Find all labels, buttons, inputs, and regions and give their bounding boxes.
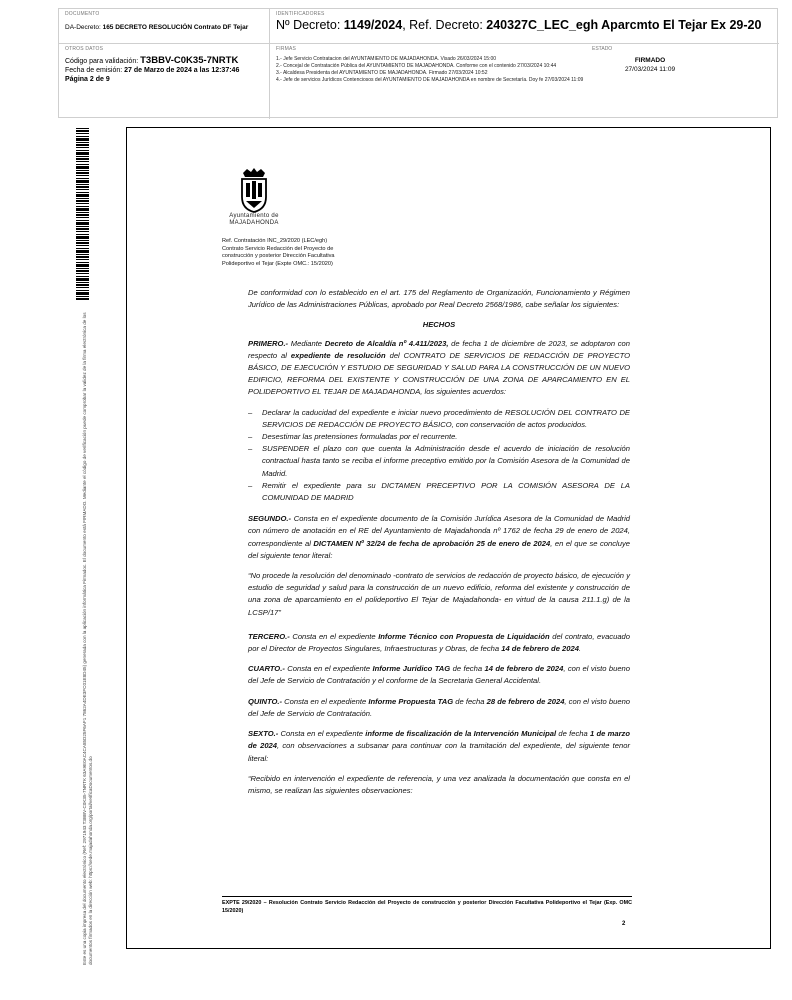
ref-decreto-value: 240327C_LEC_egh Aparcmto El Tejar Ex 29-20 [486,18,762,32]
ref-line: construcción y posterior Dirección Facultativa [222,253,335,260]
text-span: Consta en el expediente [289,631,379,641]
tercero-label: TERCERO.- [248,631,290,641]
identificadores-label: IDENTIFICADORES [276,11,325,17]
estado-value [600,56,700,74]
page-footer: EXPTE 29/2020 – Resolución Contrato Servicio Redacción del Proyecto de construcción y posterior Dirección Facultativa Polideportivo el Tejar (Exp. OMC 15/2020) [222,900,632,914]
coat-of-arms-icon [237,167,271,213]
firmas-label: FIRMAS [276,46,297,52]
estado-date: 27/03/2024 11:09 [624,66,676,73]
fecha-emision: 27 de Marzo de 2024 a las 12:37:46 [124,67,240,74]
text-span: , con observaciones a subsanar para continuar con la tramitación del expediente, del siguiente tenor literal: [248,741,630,763]
bold-span: informe de fiscalización de la Intervención Municipal [365,729,557,739]
page-number: 2 [622,921,626,927]
ref-line: Ref. Contratación INC_29/2020 (LEC/egh) [222,238,328,244]
ref-decreto-label: , Ref. Decreto: [402,18,483,32]
primero-paragraph [248,338,630,399]
primero-label: PRIMERO.- [248,338,289,348]
intervencion-quote: “Recibido en intervención el expediente de referencia, y una vez analizada la documentación que consta en el mismo, se realizan las siguientes observaciones: [248,773,630,795]
text-span: , en el que se concluye del siguiente tenor literal: [248,538,630,560]
documento-value [65,23,248,32]
list-item: – Desestimar las pretensiones formuladas por el recurrente. [248,431,630,443]
bold-span: expediente de resolución [290,350,386,360]
firmas-cell [269,44,779,119]
ref-line: Contrato Servicio Redacción del Proyecto de [222,245,334,252]
hechos-heading: HECHOS [422,320,456,330]
documento-prefix: DA-Decreto: [65,24,101,31]
intro-paragraph: De conformidad con lo establecido en el art. 175 del Reglamento de Organización, Funcionamiento y Régimen Jurídico de las Administraciones Públicas, aprobado por Real Decreto 2568/1986, cabe señalar los siguientes: [248,288,630,310]
sexto-paragraph [248,728,630,765]
text-span: del contrato, evacuado por el Director de Proyectos Singulares, Infraestructuras y Obras, de fecha [248,631,630,654]
bold-span: 14 de febrero de 2024 [484,664,564,674]
text-span: de fecha [450,664,485,674]
quinto-label: QUINTO.- [248,696,283,706]
logo-line2: MAJADAHONDA [229,220,279,226]
bold-span: DICTAMEN Nº 32/24 de fecha de aprobación 25 de enero de 2024 [313,538,551,548]
bold-span: 28 de febrero de 2024 [486,696,565,706]
text-span: Consta en el expediente [284,664,373,674]
documento-label: DOCUMENTO [65,11,100,17]
text-span: . [578,644,582,654]
segundo-label: SEGUNDO.- [248,514,292,524]
page-count: Página 2 de 9 [65,76,110,83]
signature-item: 3.- Alcaldesa Presidenta del AYUNTAMIENTO DE MAJADAHONDA. Firmado 27/03/2024 10:52 [276,70,488,76]
signature-item: 1.- Jefe Servicio Contratacion del AYUNTAMIENTO DE MAJADAHONDA. Visado 26/03/2024 15:00 [276,56,497,62]
fecha-label: Fecha de emisión: [65,67,123,74]
document-body [248,287,630,805]
text-span: de fecha 1 de diciembre de 2023, se adoptaron con respecto al [248,338,630,360]
reference-block [222,238,382,268]
cuarto-label: CUARTO.- [248,664,285,674]
bold-span: Decreto de Alcaldía nº 4.411/2023, [324,338,449,348]
text-span: Consta en el expediente [278,729,366,739]
documento-title: 165 DECRETO RESOLUCIÓN Contrato DF Tejar [102,24,249,31]
list-item: – Declarar la caducidad del expediente e iniciar nuevo procedimiento de RESOLUCIÓN DEL CONTRATO DE SERVICIOS DE REDACCIÓN DE PROYECTO BÁSICO, con conservación de actos producidos. [248,407,630,431]
text-span: del CONTRATO DE SERVICIOS DE REDACCIÓN DE PROYECTO BÁSICO, DE EJECUCIÓN Y ESTUDIO DE SEGURIDAD Y SALUD PARA LA CONSTRUCCIÓN DE UN NUEVO EDIFICIO, REFORMA DEL EXISTENTE Y CONSTRUCCIÓN DE UNA ZONA DE APARCAMIENTO EN EL POLIDEPORTIVO EL TEJAR DE MAJADAHONDA, los siguientes acuerdos: [248,350,630,397]
codigo-label: Código para validación: [65,58,139,65]
text-span: , con el visto bueno del Jefe de Servicio de Contratación y el conforme de la Secretaria General Accidental. [248,664,631,686]
documento-cell [59,9,269,44]
cuarto-paragraph [248,663,630,687]
decreto-label: Nº Decreto: [276,18,341,32]
bold-span: 14 de febrero de 2024 [501,644,579,654]
decree-identifier [276,18,769,32]
signature-item: 2.- Concejal de Contratación Pública del AYUNTAMIENTO DE MAJADAHONDA. Conforme con el contenido 27/03/2024 10:44 [276,63,557,69]
estado-status: FIRMADO [634,57,666,64]
footer-divider [222,896,632,897]
segundo-paragraph [248,513,630,562]
text-span: Mediante [288,338,325,348]
signature-item: 4.- Jefe de servicios Jurídicos Contenciosos del AYUNTAMIENTO DE MAJADAHONDA en nombre de Secretaría. Doy fe 27/03/2024 11:09 [276,77,584,83]
decreto-number: 1149/2024 [343,18,403,32]
bold-span: Informe Propuesta TAG [368,696,454,706]
text-span: , con el visto bueno del Jefe de Servicio de Contratación. [248,696,631,718]
list-item: – SUSPENDER el plazo con que cuenta la Administración desde el acuerdo de iniciación de resolución contractual hasta tanto se reciba el informe preceptivo emitido por la Comisión Asesora de la Comunidad de Madrid. [248,443,630,480]
sexto-label: SEXTO.- [248,729,279,739]
quinto-paragraph [248,696,630,720]
logo-line1: Ayuntamiento de [229,213,279,219]
signatures-list [276,56,591,84]
bold-span: Informe Jurídico TAG [372,664,451,674]
document-header [58,8,778,118]
otros-datos-cell [59,44,269,119]
text-span: Consta en el expediente documento de la Comisión Jurídica Asesora de la Comunidad de Madrid con número de anotación en el RE del Ayuntamiento de Majadahonda nº 1762 de fecha 29 de enero de 2024, correspondiente al [248,514,630,548]
tercero-paragraph [248,631,630,655]
town-hall-logo [224,167,284,227]
barcode-image [76,128,89,300]
bold-span: Informe Técnico con Propuesta de Liquidación [378,631,550,641]
dictamen-quote: “No procede la resolución del denominado -contrato de servicios de redacción de proyecto básico, de ejecución y estudio de seguridad y salud para la construcción de un nuevo edificio, reforma del existente y construcción de una zona de aparcamiento en el polideportivo El Tejar de Majadahonda- en virtud de la causa 211.1.g) de la LCSP/17” [248,571,630,617]
otros-datos [65,56,239,84]
text-span: Consta en el expediente [282,696,369,706]
otros-datos-label: OTROS DATOS [65,46,104,52]
identificadores-cell [269,9,779,44]
acuerdos-list [248,407,630,505]
estado-label: ESTADO [592,46,613,52]
ref-line: Polideportivo el Tejar (Expte OMC.: 15/2020) [222,260,333,267]
verification-side-text: Este es una copia impresa del documento electrónico (Ref: 2971943 T3BBV-C0K35-7NRTK 63A9E0AC4CA85D25F6AF1 7862A4DE3FC01E8D45) generada con la aplicación informática Firmadoc. El documento está FIRMADO. Mediante el código de verificación puede comprobar la validez de la firma electrónica de los documentos firmados en la dirección web: https://sede.majadahonda.org/portal/verificaDocumentos.do [82,312,93,965]
validation-code: T3BBV-C0K35-7NRTK [140,55,239,66]
bold-span: 1 de marzo de 2024 [248,729,630,751]
text-span: de fecha [453,696,487,706]
text-span: de fecha [556,729,590,739]
list-item: – Remitir el expediente para su DICTAMEN PRECEPTIVO POR LA COMISIÓN ASESORA DE LA COMUNIDAD DE MADRID [248,480,630,504]
